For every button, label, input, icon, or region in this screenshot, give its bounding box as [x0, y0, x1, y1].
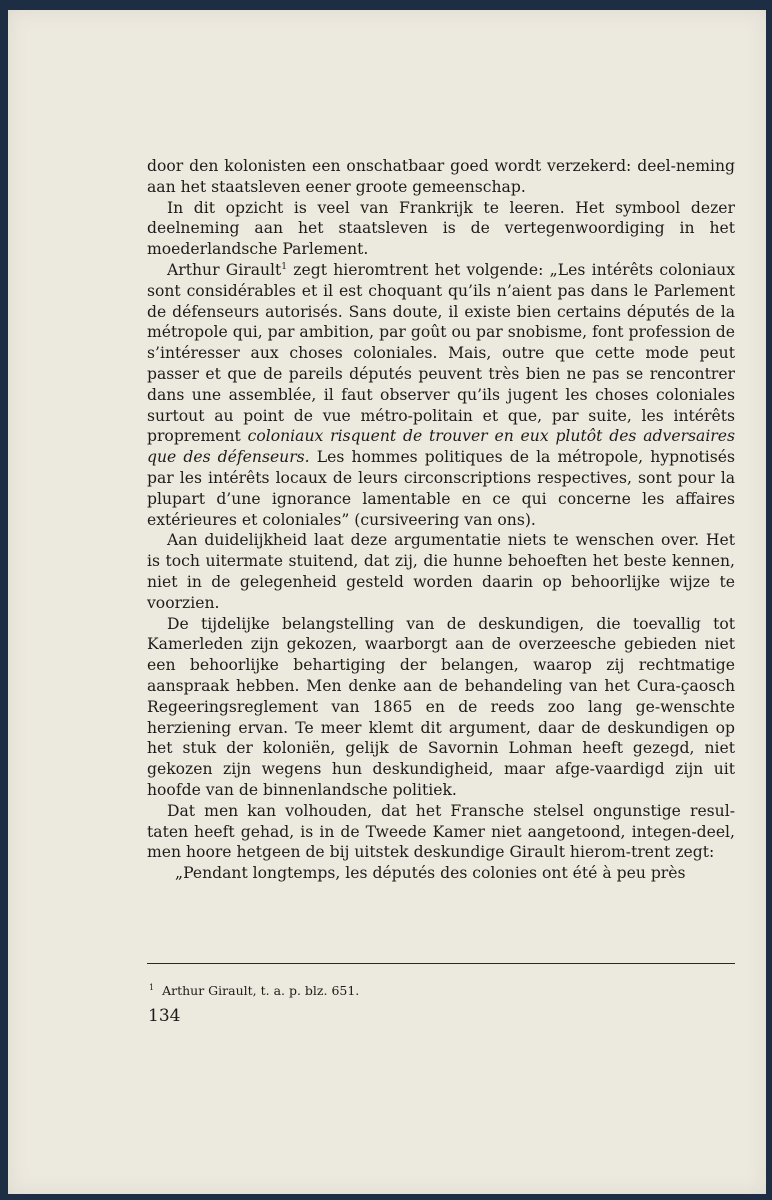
paragraph-7: „Pendant longtemps, les députés des colonies ont été à peu près: [175, 864, 686, 883]
footnote-marker: 1: [149, 982, 155, 992]
paragraph-6: Dat men kan volhouden, dat het Fransche stelsel ongunstige resul‐taten heeft gehad, is in de Tweede Kamer niet aangetoond, integen‐deel, men hoore hetgeen de bij uitstek deskundige Girault hierom‐trent zegt:: [147, 801, 735, 862]
paragraph-2: In dit opzicht is veel van Frankrijk te leeren. Het symbool dezer deelneming aan het staatsleven is de vertegenwoordiging in het moederlandsche Parlement.: [147, 198, 735, 259]
paragraph-3-start: Arthur Girault: [167, 260, 282, 279]
paragraph-3: [147, 260, 735, 530]
paragraph-3-italic: coloniaux risquent de trouver en eux plutôt des adversaires que des défenseurs.: [147, 427, 735, 467]
body-text: [147, 156, 735, 884]
page-number: 134: [148, 1006, 181, 1026]
paragraph-1: door den kolonisten een onschatbaar goed wordt verzekerd: deel‐neming aan het staatsleven eener groote gemeenschap.: [147, 157, 735, 196]
footnote-reference: 1: [281, 261, 288, 272]
paragraph-3-end: Les hommes politiques de la métropole, hypnotisés par les intérêts locaux de leurs circonscriptions respectives, sont pour la plupart d’une ignorance lamentable en ce qui concerne les affaires extérieures et coloniales” (cursiveering van ons).: [147, 448, 735, 529]
footnote: [149, 983, 359, 998]
paragraph-5: De tijdelijke belangstelling van de deskundigen, die toevallig tot Kamerleden zijn gekozen, waarborgt aan de overzeesche gebieden niet een behoorlijke behartiging der belangen, waarop zij rechtmatige aanspraak hebben. Men denke aan de behandeling van het Cura‐çaosch Regeeringsreglement van 1865 en de reeds zoo lang ge‐wenschte herziening ervan. Te meer klemt dit argument, daar de deskundigen op het stuk der koloniën, gelijk de Savornin Lohman heeft gezegd, niet gekozen zijn wegens hun deskundigheid, maar afge‐vaardigd zijn uit hoofde van de binnenlandsche politiek.: [147, 614, 735, 799]
footnote-text: Arthur Girault, t. a. p. blz. 651.: [162, 983, 360, 998]
paragraph-4: Aan duidelijkheid laat deze argumentatie niets te wenschen over. Het is toch uitermate stuitend, dat zij, die hunne behoeften het beste kennen, niet in de gelegenheid gesteld worden daarin op behoorlijke wijze te voorzien.: [147, 531, 735, 612]
paragraph-3-quote: zegt hieromtrent het volgende: „Les intérêts coloniaux sont considérables et il est choquant qu’ils n’aient pas dans le Parlement de défenseurs autorisés. Sans doute, il existe bien certains députés de la métropole qui, par ambition, par goût ou par snobisme, font profession de s’intéresser aux choses coloniales. Mais, outre que cette mode peut passer et que de pareils députés peuvent très bien ne pas se rencontrer dans une assemblée, il faut observer qu’ils jugent les choses coloniales surtout au point de vue métro‐politain et que, par suite, les intérêts proprement: [147, 260, 735, 446]
footnote-divider: [147, 963, 735, 964]
